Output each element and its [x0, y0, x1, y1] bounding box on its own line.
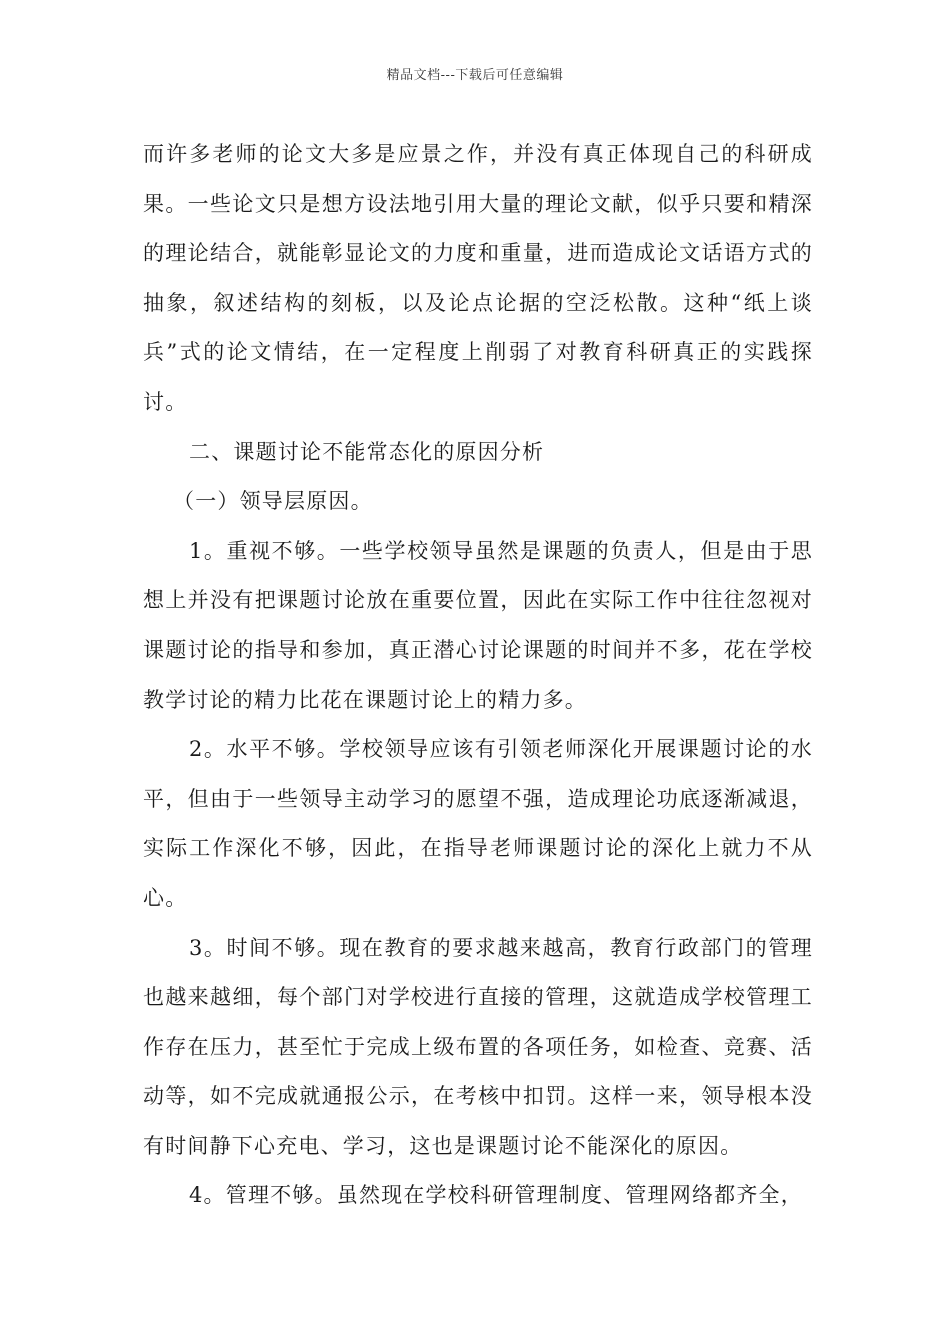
paragraph-item-4: 4。管理不够。虽然现在学校科研管理制度、管理网络都齐全， — [189, 1183, 803, 1208]
paragraph-item-2: 2。水平不够。学校领导应该有引领老师深化开展课题讨论的水平，但由于一些领导主动学习的愿望不强，造成理论功底逐渐减退，实际工作深化不够，因此，在指导老师课题讨论的深化上就力不从心。 — [143, 737, 813, 910]
paragraph-item-1: 1。重视不够。一些学校领导虽然是课题的负责人，但是由于思想上并没有把课题讨论放在重要位置，因此在实际工作中往往忽视对课题讨论的指导和参加，真正潜心讨论课题的时间并不多，花在学校教学讨论的精力比花在课题讨论上的精力多。 — [143, 538, 813, 712]
subsection-heading: （一）领导层原因。 — [173, 489, 373, 514]
section-heading: 二、课题讨论不能常态化的原因分析 — [189, 439, 545, 464]
paragraph-continuation: 而许多老师的论文大多是应景之作，并没有真正体现自己的科研成果。一些论文只是想方设法地引用大量的理论文献，似乎只要和精深的理论结合，就能彰显论文的力度和重量，进而造成论文话语方式的抽象，叙述结构的刻板，以及论点论据的空泛松散。这种“纸上谈兵”式的论文情结，在一定程度上削弱了对教育科研真正的实践探讨。 — [143, 142, 813, 414]
page-header: 精品文档---下载后可任意编辑 — [386, 68, 564, 83]
document-body — [143, 130, 813, 1221]
paragraph-item-3: 3。时间不够。现在教育的要求越来越高，教育行政部门的管理也越来越细，每个部门对学校进行直接的管理，这就造成学校管理工作存在压力，甚至忙于完成上级布置的各项任务，如检查、竞赛、活动等，如不完成就通报公示，在考核中扣罚。这样一来，领导根本没有时间静下心充电、学习，这也是课题讨论不能深化的原因。 — [143, 935, 813, 1158]
